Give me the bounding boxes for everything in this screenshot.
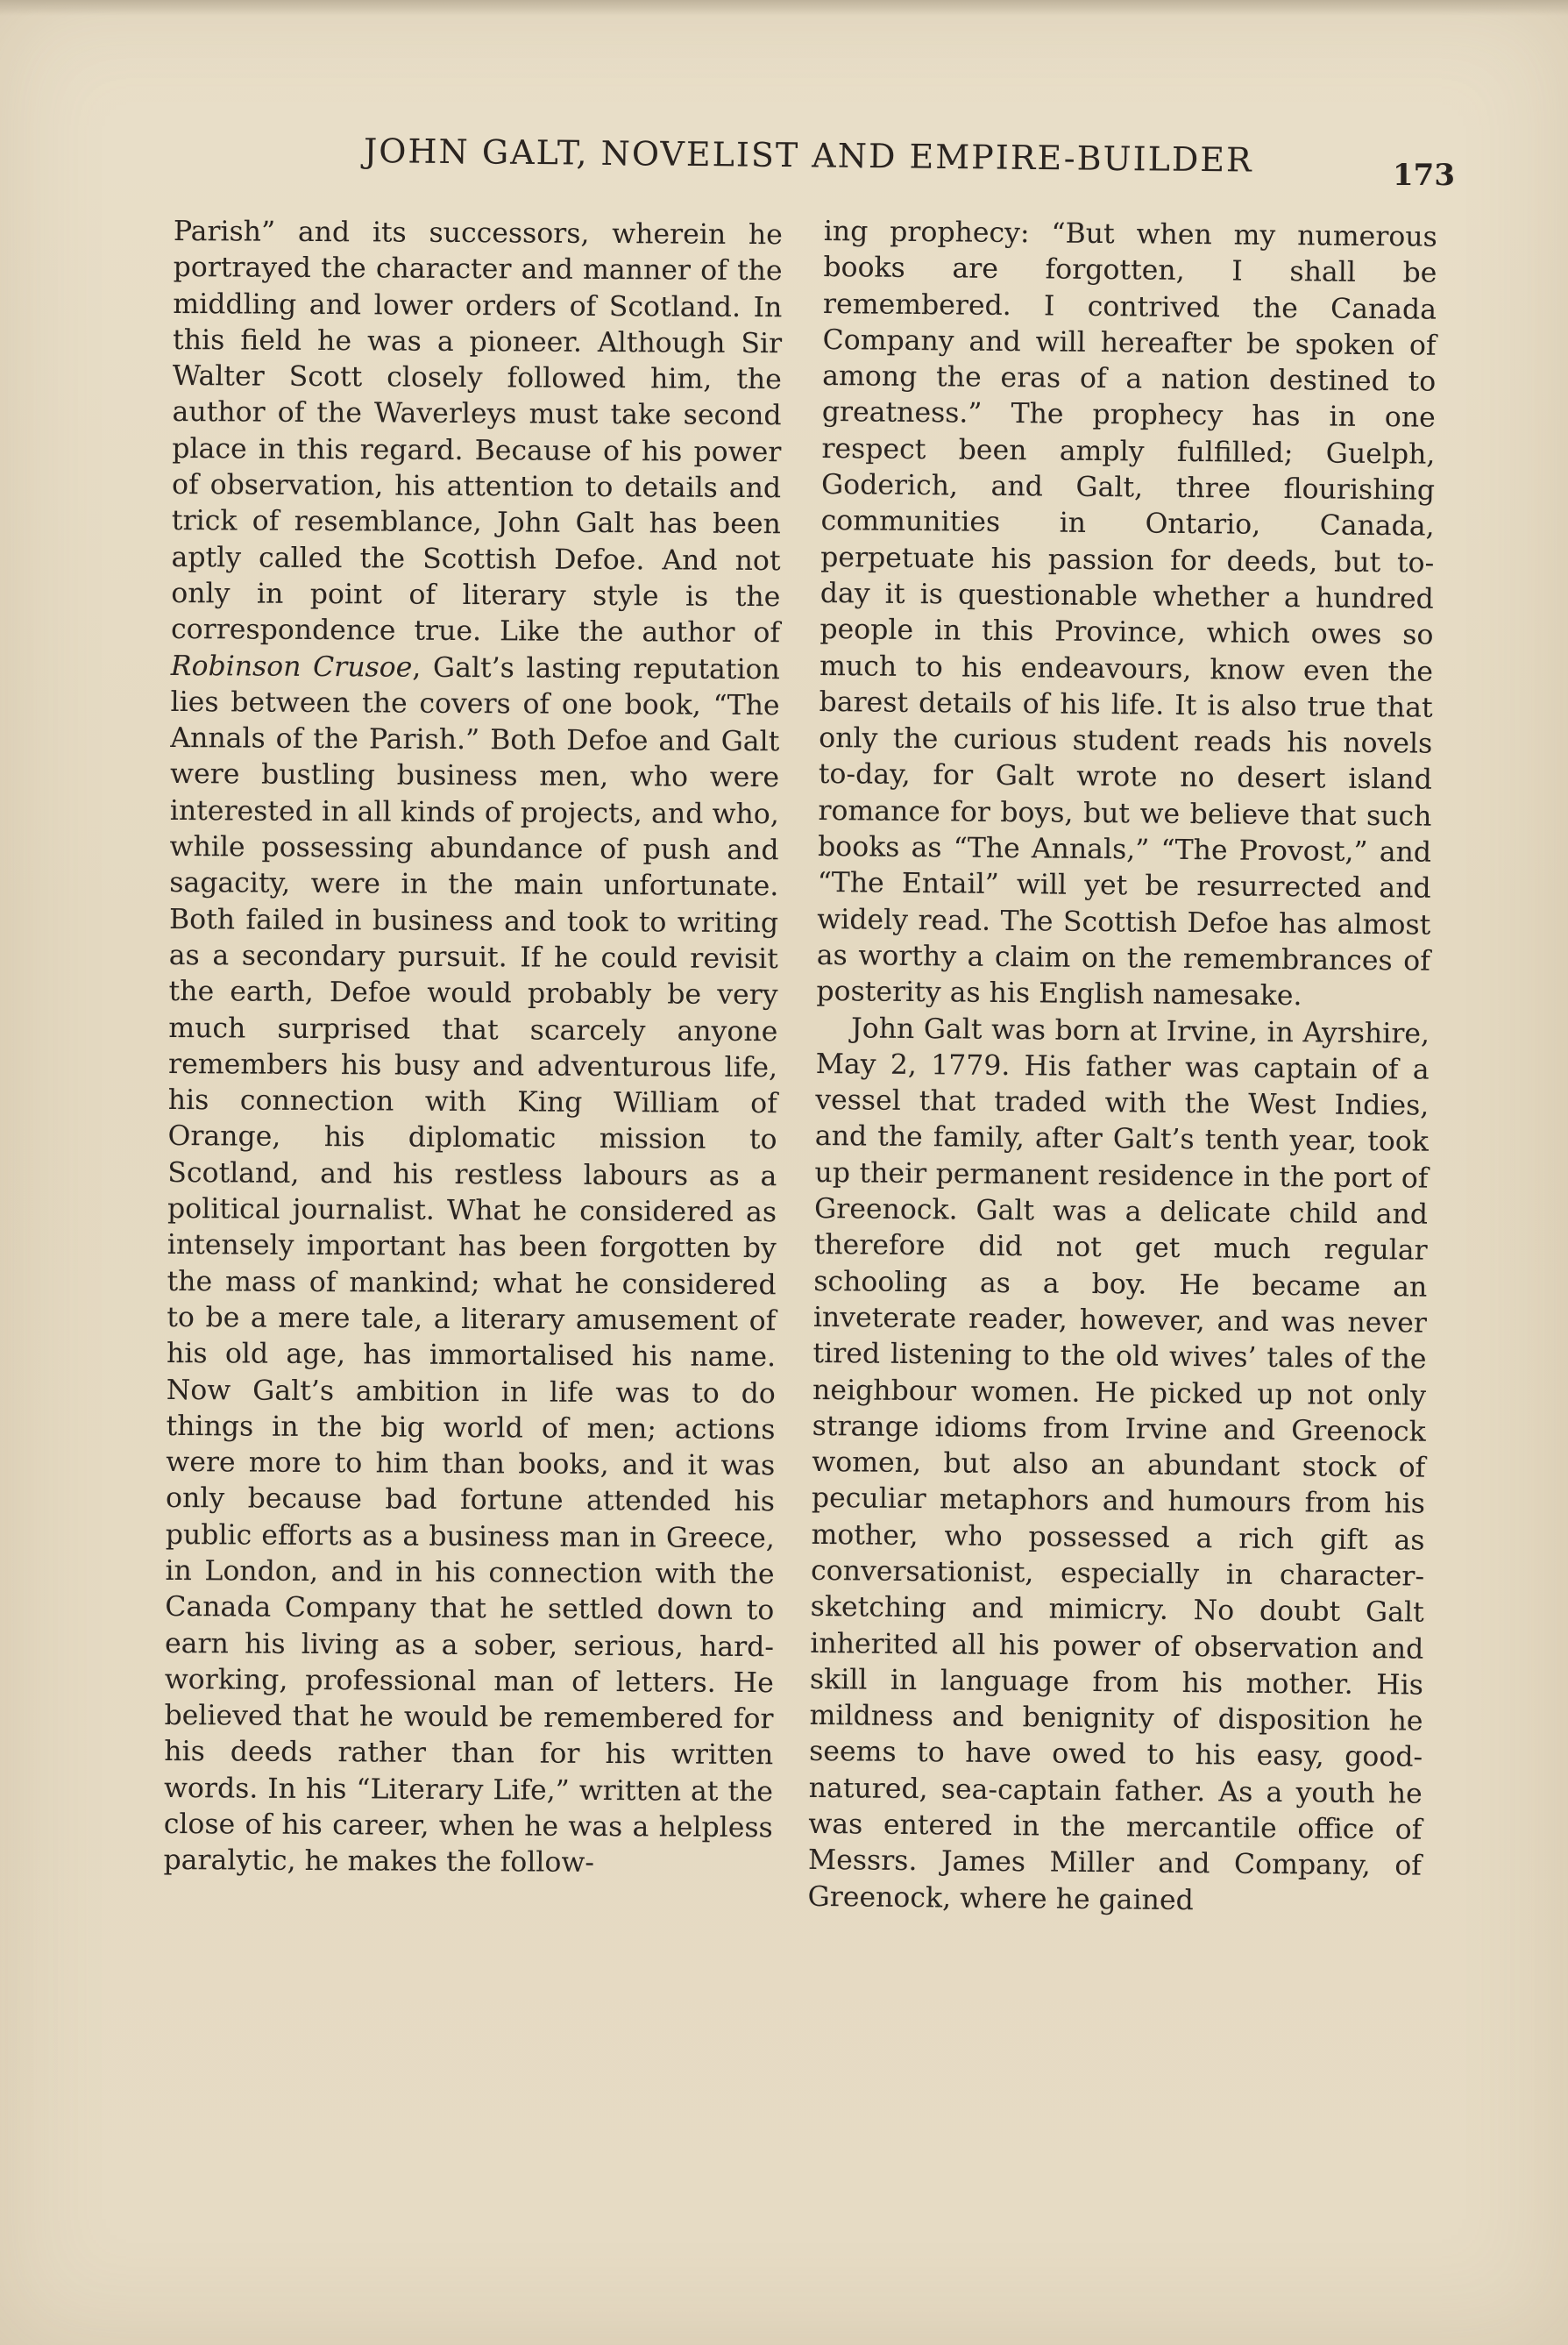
- left-paragraph-1: [163, 214, 783, 1883]
- right-paragraph-1: ing prophecy: “But when my numerous books are forgotten, I shall be remembered. I contrived the Canada Company and will hereafter be spoken of among the eras of a nation destined to greatness.” The prophecy has in one respect been amply fulfilled; Guelph, Goderich, and Galt, three flourishing communities in Ontario, Canada, perpetuate his passion for deeds, but to-day it is questionable whether a hundred people in this Province, which owes so much to his endeavours, know even the barest details of his life. It is also true that only the curious student reads his novels to-day, for Galt wrote no desert island romance for boys, but we believe that such books as “The Annals,” “The Provost,” and “The Entail” will yet be resurrected and widely read. The Scottish Defoe has almost as worthy a claim on the remembrances of posterity as his English namesake.: [816, 215, 1437, 1013]
- left-paragraph-1-text-b: , Galt’s lasting reputation lies between the covers of one book, “The Annals of the Parish.” Both Defoe and Galt were bustling business men, who were interested in all kinds of projects, and who, while possessing abundance of push and sagacity, were in the main unfortunate. Both failed in business and took to writing as a secondary pursuit. If he could revisit the earth, Defoe would probably be very much surprised that scarcely anyone remembers his busy and adventurous life, his connection with King William of Orange, his diplomatic mission to Scotland, and his restless labours as a political journalist. What he considered as intensely important has been forgotten by the mass of mankind; what he considered to be a mere tale, a literary amusement of his old age, has immortalised his name. Now Galt’s ambition in life was to do things in the big world of men; actions were more to him than books, and it was only because bad fortune attended his public efforts as a business man in Greece, in London, and in his connection with the Canada Company that he settled down to earn his living as a sober, serious, hard-working, professional man of letters. He believed that he would be remembered for his deeds rather than for his written words. In his “Literary Life,” written at the close of his career, when he was a helpless paralytic, he makes the follow-: [163, 651, 780, 1880]
- running-head: [175, 131, 1455, 193]
- running-title: JOHN GALT, NOVELIST AND EMPIRE-BUILDER: [363, 131, 1253, 180]
- page-number: 173: [1393, 158, 1455, 193]
- book-title-robinson-crusoe: Robinson Crusoe: [170, 650, 413, 684]
- right-column: [807, 214, 1437, 1922]
- page-top-edge: [0, 0, 1568, 16]
- right-paragraph-2: John Galt was born at Irvine, in Ayrshire, May 2, 1779. His father was captain of a vessel that traded with the West Indies, and the family, after Galt’s tenth year, took up their permanent residence in the port of Greenock. Galt was a delicate child and therefore did not get much regular schooling as a boy. He became an inveterate reader, however, and was never tired listening to the old wives’ tales of the neighbour women. He picked up not only strange idioms from Irvine and Greenock women, but also an abundant stock of peculiar metaphors and humours from his mother, who possessed a rich gift as conversationist, especially in character-sketching and mimicry. No doubt Galt inherited all his power of observation and skill in language from his mother. His mildness and benignity of disposition he seems to have owed to his easy, good-natured, sea-captain father. As a youth he was entered in the mercantile office of Messrs. James Miller and Company, of Greenock, where he gained: [807, 1012, 1430, 1916]
- left-column: [163, 214, 783, 1883]
- left-paragraph-1-text-a: Parish” and its successors, wherein he portrayed the character and manner of the middling and lower orders of Scotland. In this field he was a pioneer. Although Sir Walter Scott closely followed him, the author of the Waverleys must take second place in this regard. Because of his power of observation, his attention to details and trick of resemblance, John Galt has been aptly called the Scottish Defoe. And not only in point of literary style is the correspondence true. Like the author of: [170, 215, 783, 650]
